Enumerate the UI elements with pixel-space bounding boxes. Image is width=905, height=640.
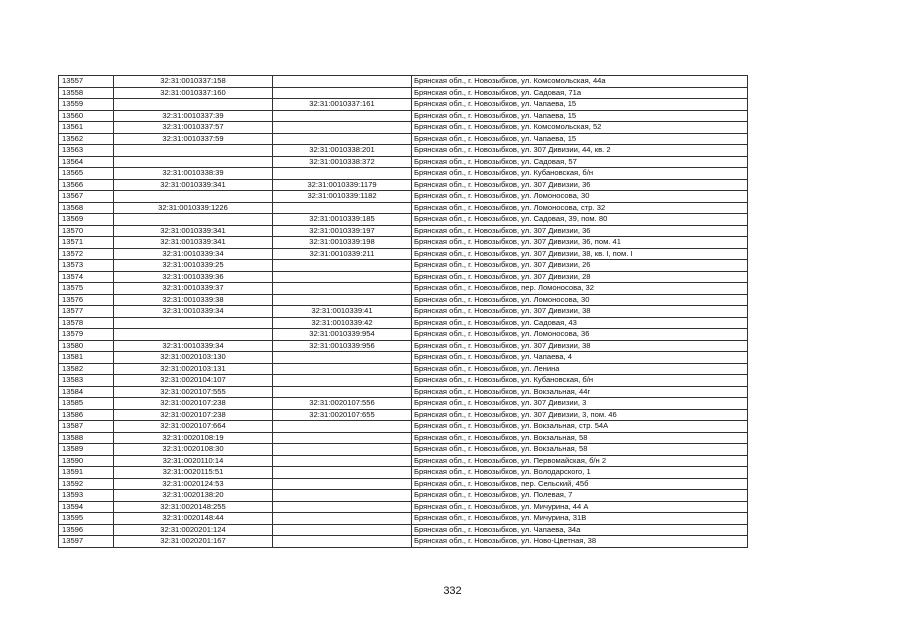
address-cell: Брянская обл., г. Новозыбков, ул. Вокзальная, стр. 54А [412,421,748,433]
address-cell: Брянская обл., г. Новозыбков, ул. Ново-Цветная, 38 [412,536,748,548]
address-cell: Брянская обл., г. Новозыбков, ул. 307 Дивизии, 38 [412,340,748,352]
table-row [59,455,748,467]
object-number-cell [273,168,412,180]
parcel-number-cell: 32:31:0020138:20 [114,490,273,502]
parcel-number-cell: 32:31:0010339:1226 [114,202,273,214]
object-number-cell: 32:31:0010339:1179 [273,179,412,191]
parcel-number-cell: 32:31:0020115:51 [114,467,273,479]
parcel-number-cell: 32:31:0010339:25 [114,260,273,272]
address-cell: Брянская обл., г. Новозыбков, ул. Ломоносова, 30 [412,191,748,203]
table-row [59,386,748,398]
row-number-cell: 13579 [59,329,114,341]
parcel-number-cell: 32:31:0020103:131 [114,363,273,375]
object-number-cell: 32:31:0010337:161 [273,99,412,111]
address-cell: Брянская обл., г. Новозыбков, ул. 307 Дивизии, 3 [412,398,748,410]
address-cell: Брянская обл., г. Новозыбков, ул. Кубановская, б/н [412,375,748,387]
address-cell: Брянская обл., г. Новозыбков, ул. Чапаева, 15 [412,99,748,111]
address-cell: Брянская обл., г. Новозыбков, ул. Чапаева, 15 [412,110,748,122]
row-number-cell: 13566 [59,179,114,191]
address-cell: Брянская обл., г. Новозыбков, ул. Садовая, 57 [412,156,748,168]
parcel-number-cell: 32:31:0010337:160 [114,87,273,99]
address-cell: Брянская обл., г. Новозыбков, ул. 307 Дивизии, 36 [412,179,748,191]
object-number-cell [273,478,412,490]
object-number-cell: 32:31:0010339:956 [273,340,412,352]
object-number-cell [273,363,412,375]
row-number-cell: 13588 [59,432,114,444]
address-cell: Брянская обл., г. Новозыбков, ул. Чапаева, 15 [412,133,748,145]
table-row [59,490,748,502]
row-number-cell: 13592 [59,478,114,490]
address-cell: Брянская обл., г. Новозыбков, ул. Чапаева, 4 [412,352,748,364]
row-number-cell: 13596 [59,524,114,536]
object-number-cell: 32:31:0010339:954 [273,329,412,341]
object-number-cell [273,110,412,122]
address-cell: Брянская обл., г. Новозыбков, ул. Вокзальная, 58 [412,432,748,444]
row-number-cell: 13572 [59,248,114,260]
row-number-cell: 13580 [59,340,114,352]
row-number-cell: 13559 [59,99,114,111]
address-cell: Брянская обл., г. Новозыбков, ул. Ломоносова, 36 [412,329,748,341]
row-number-cell: 13560 [59,110,114,122]
table-row [59,363,748,375]
object-number-cell [273,444,412,456]
row-number-cell: 13587 [59,421,114,433]
parcel-number-cell: 32:31:0020201:167 [114,536,273,548]
object-number-cell: 32:31:0010339:42 [273,317,412,329]
table-row [59,444,748,456]
object-number-cell [273,133,412,145]
object-number-cell [273,283,412,295]
row-number-cell: 13577 [59,306,114,318]
parcel-number-cell: 32:31:0010339:34 [114,306,273,318]
table-row [59,145,748,157]
cadastral-table [58,75,748,548]
parcel-number-cell [114,329,273,341]
address-cell: Брянская обл., г. Новозыбков, ул. 307 Дивизии, 36, пом. 41 [412,237,748,249]
table-row [59,317,748,329]
row-number-cell: 13575 [59,283,114,295]
parcel-number-cell: 32:31:0010339:36 [114,271,273,283]
parcel-number-cell: 32:31:0010339:38 [114,294,273,306]
object-number-cell [273,501,412,513]
table-row [59,214,748,226]
parcel-number-cell [114,145,273,157]
table-row [59,271,748,283]
table-row [59,409,748,421]
object-number-cell: 32:31:0010339:185 [273,214,412,226]
address-cell: Брянская обл., г. Новозыбков, ул. Вокзальная, 58 [412,444,748,456]
object-number-cell [273,421,412,433]
object-number-cell [273,271,412,283]
parcel-number-cell: 32:31:0010338:39 [114,168,273,180]
table-row [59,110,748,122]
table-row [59,248,748,260]
row-number-cell: 13576 [59,294,114,306]
table-row [59,237,748,249]
row-number-cell: 13591 [59,467,114,479]
table-row [59,87,748,99]
object-number-cell: 32:31:0010338:201 [273,145,412,157]
object-number-cell [273,122,412,134]
parcel-number-cell: 32:31:0020107:555 [114,386,273,398]
table-row [59,421,748,433]
table-row [59,432,748,444]
table-row [59,122,748,134]
table-row [59,478,748,490]
table-row [59,352,748,364]
object-number-cell: 32:31:0010339:1182 [273,191,412,203]
address-cell: Брянская обл., г. Новозыбков, ул. Ломоносова, стр. 32 [412,202,748,214]
table-row [59,168,748,180]
parcel-number-cell: 32:31:0020107:238 [114,409,273,421]
object-number-cell [273,432,412,444]
parcel-number-cell: 32:31:0020107:664 [114,421,273,433]
row-number-cell: 13586 [59,409,114,421]
parcel-number-cell: 32:31:0020201:124 [114,524,273,536]
row-number-cell: 13558 [59,87,114,99]
page-number: 332 [443,585,462,597]
address-cell: Брянская обл., г. Новозыбков, ул. Чапаева, 34а [412,524,748,536]
table-row [59,375,748,387]
object-number-cell [273,455,412,467]
address-cell: Брянская обл., г. Новозыбков, ул. Первомайская, б/н 2 [412,455,748,467]
row-number-cell: 13571 [59,237,114,249]
row-number-cell: 13597 [59,536,114,548]
object-number-cell: 32:31:0010339:41 [273,306,412,318]
parcel-number-cell: 32:31:0010339:34 [114,340,273,352]
row-number-cell: 13564 [59,156,114,168]
table-row [59,294,748,306]
object-number-cell [273,260,412,272]
object-number-cell [273,76,412,88]
table-row [59,99,748,111]
row-number-cell: 13569 [59,214,114,226]
row-number-cell: 13563 [59,145,114,157]
table-row [59,329,748,341]
table-row [59,513,748,525]
table-row [59,340,748,352]
parcel-number-cell [114,317,273,329]
row-number-cell: 13567 [59,191,114,203]
parcel-number-cell: 32:31:0020110:14 [114,455,273,467]
address-cell: Брянская обл., г. Новозыбков, ул. 307 Дивизии, 3, пом. 46 [412,409,748,421]
address-cell: Брянская обл., г. Новозыбков, ул. 307 Дивизии, 38 [412,306,748,318]
row-number-cell: 13584 [59,386,114,398]
parcel-number-cell [114,156,273,168]
object-number-cell [273,513,412,525]
object-number-cell [273,386,412,398]
row-number-cell: 13565 [59,168,114,180]
address-cell: Брянская обл., г. Новозыбков, ул. Полевая, 7 [412,490,748,502]
object-number-cell: 32:31:0020107:556 [273,398,412,410]
row-number-cell: 13582 [59,363,114,375]
parcel-number-cell: 32:31:0010339:341 [114,237,273,249]
row-number-cell: 13562 [59,133,114,145]
table-row [59,398,748,410]
table-row [59,76,748,88]
address-cell: Брянская обл., г. Новозыбков, ул. 307 Дивизии, 44, кв. 2 [412,145,748,157]
address-cell: Брянская обл., г. Новозыбков, ул. Садовая, 43 [412,317,748,329]
object-number-cell [273,536,412,548]
parcel-number-cell [114,99,273,111]
object-number-cell: 32:31:0020107:655 [273,409,412,421]
table-row [59,467,748,479]
row-number-cell: 13570 [59,225,114,237]
table-body [59,76,748,548]
address-cell: Брянская обл., г. Новозыбков, ул. 307 Дивизии, 26 [412,260,748,272]
address-cell: Брянская обл., г. Новозыбков, ул. Ломоносова, 30 [412,294,748,306]
row-number-cell: 13557 [59,76,114,88]
address-cell: Брянская обл., г. Новозыбков, ул. Ленина [412,363,748,375]
object-number-cell [273,467,412,479]
parcel-number-cell: 32:31:0020148:44 [114,513,273,525]
object-number-cell [273,375,412,387]
parcel-number-cell: 32:31:0020103:130 [114,352,273,364]
row-number-cell: 13593 [59,490,114,502]
parcel-number-cell [114,214,273,226]
address-cell: Брянская обл., г. Новозыбков, ул. Комсомольская, 44а [412,76,748,88]
object-number-cell [273,294,412,306]
address-cell: Брянская обл., г. Новозыбков, пер. Сельский, 45б [412,478,748,490]
address-cell: Брянская обл., г. Новозыбков, ул. Мичурина, 44 А [412,501,748,513]
address-cell: Брянская обл., г. Новозыбков, ул. Володарского, 1 [412,467,748,479]
row-number-cell: 13578 [59,317,114,329]
row-number-cell: 13573 [59,260,114,272]
table-row [59,156,748,168]
parcel-number-cell: 32:31:0010337:57 [114,122,273,134]
object-number-cell [273,352,412,364]
address-cell: Брянская обл., г. Новозыбков, ул. 307 Дивизии, 36 [412,225,748,237]
object-number-cell [273,524,412,536]
address-cell: Брянская обл., г. Новозыбков, ул. Комсомольская, 52 [412,122,748,134]
address-cell: Брянская обл., г. Новозыбков, ул. Садовая, 39, пом. 80 [412,214,748,226]
parcel-number-cell: 32:31:0020108:30 [114,444,273,456]
table-row [59,202,748,214]
object-number-cell [273,490,412,502]
row-number-cell: 13561 [59,122,114,134]
table-row [59,524,748,536]
address-cell: Брянская обл., г. Новозыбков, ул. Вокзальная, 44г [412,386,748,398]
address-cell: Брянская обл., г. Новозыбков, ул. Мичурина, 31В [412,513,748,525]
parcel-number-cell [114,191,273,203]
row-number-cell: 13589 [59,444,114,456]
address-cell: Брянская обл., г. Новозыбков, ул. Садовая, 71а [412,87,748,99]
address-cell: Брянская обл., г. Новозыбков, ул. 307 Дивизии, 38, кв. I, пом. I [412,248,748,260]
parcel-number-cell: 32:31:0020108:19 [114,432,273,444]
parcel-number-cell: 32:31:0010339:341 [114,225,273,237]
parcel-number-cell: 32:31:0010337:59 [114,133,273,145]
table-row [59,133,748,145]
table-row [59,501,748,513]
parcel-number-cell: 32:31:0020124:53 [114,478,273,490]
parcel-number-cell: 32:31:0010339:37 [114,283,273,295]
table-row [59,260,748,272]
parcel-number-cell: 32:31:0010337:158 [114,76,273,88]
table-row [59,179,748,191]
row-number-cell: 13585 [59,398,114,410]
address-cell: Брянская обл., г. Новозыбков, ул. 307 Дивизии, 28 [412,271,748,283]
table-row [59,536,748,548]
object-number-cell [273,87,412,99]
parcel-number-cell: 32:31:0010337:39 [114,110,273,122]
table-row [59,191,748,203]
table-row [59,283,748,295]
object-number-cell: 32:31:0010339:211 [273,248,412,260]
object-number-cell: 32:31:0010338:372 [273,156,412,168]
row-number-cell: 13583 [59,375,114,387]
row-number-cell: 13595 [59,513,114,525]
row-number-cell: 13581 [59,352,114,364]
address-cell: Брянская обл., г. Новозыбков, ул. Кубановская, б/н [412,168,748,180]
address-cell: Брянская обл., г. Новозыбков, пер. Ломоносова, 32 [412,283,748,295]
table-row [59,225,748,237]
object-number-cell: 32:31:0010339:198 [273,237,412,249]
parcel-number-cell: 32:31:0010339:341 [114,179,273,191]
parcel-number-cell: 32:31:0020107:238 [114,398,273,410]
row-number-cell: 13568 [59,202,114,214]
parcel-number-cell: 32:31:0020104:107 [114,375,273,387]
object-number-cell: 32:31:0010339:197 [273,225,412,237]
parcel-number-cell: 32:31:0010339:34 [114,248,273,260]
row-number-cell: 13594 [59,501,114,513]
row-number-cell: 13574 [59,271,114,283]
row-number-cell: 13590 [59,455,114,467]
parcel-number-cell: 32:31:0020148:255 [114,501,273,513]
table-row [59,306,748,318]
object-number-cell [273,202,412,214]
